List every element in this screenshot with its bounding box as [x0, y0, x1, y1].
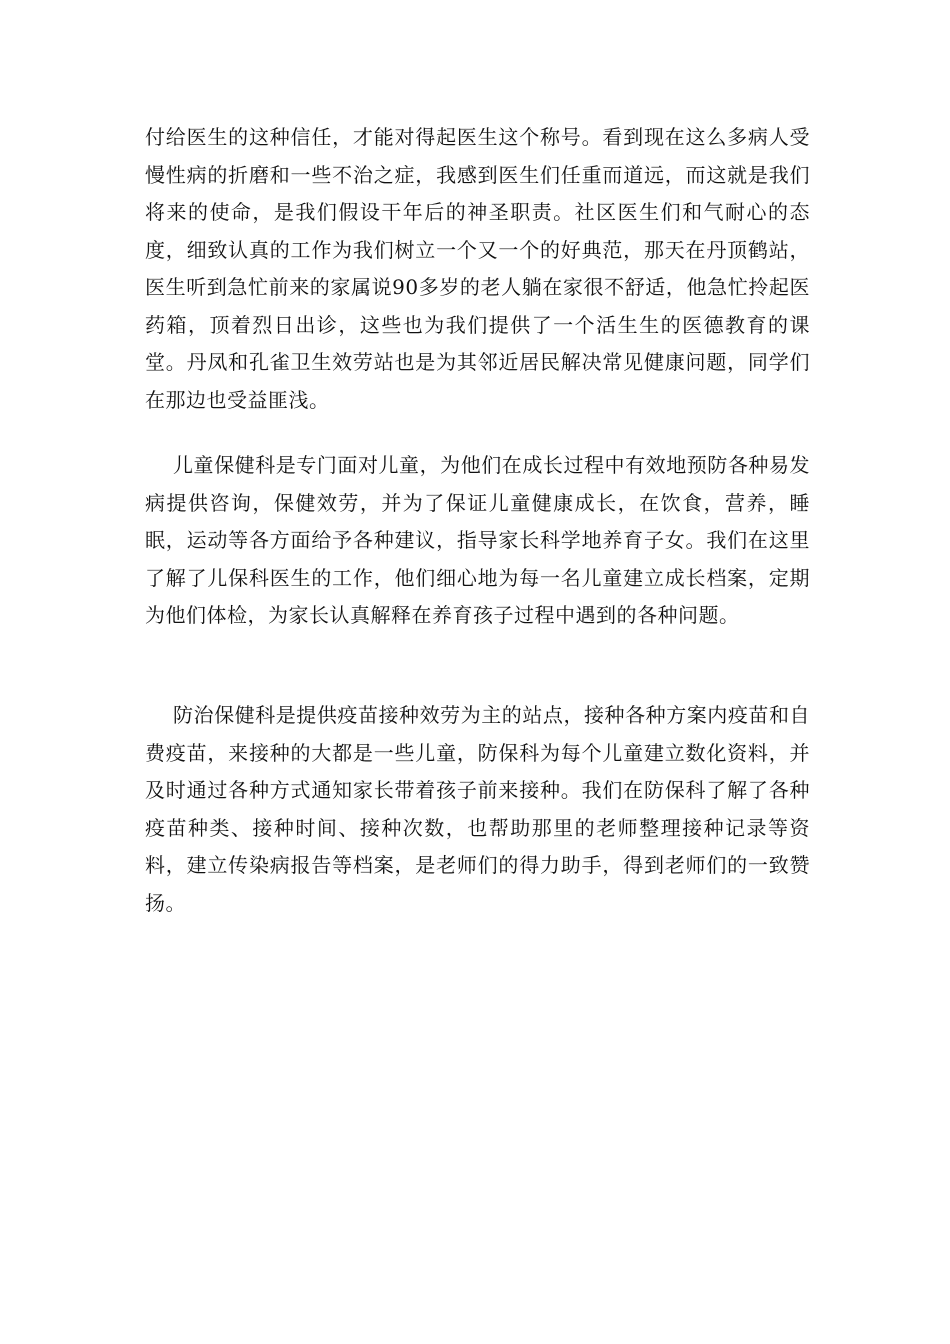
- paragraph-community-doctors: 付给医生的这种信任，才能对得起医生这个称号。看到现在这么多病人受慢性病的折磨和一些不治之症，我感到医生们任重而道远，而这就是我们将来的使命，是我们假设干年后的神圣职责。社区医生们和气耐心的态度，细致认真的工作为我们树立一个又一个的好典范，那天在丹顶鹤站，医生听到急忙前来的家属说90多岁的老人躺在家很不舒适，他急忙拎起医药箱，顶着烈日出诊，这些也为我们提供了一个活生生的医德教育的课堂。丹凤和孔雀卫生效劳站也是为其邻近居民解决常见健康问题，同学们在那边也受益匪浅。: [145, 125, 810, 412]
- paragraph-vaccination: 防治保健科是提供疫苗接种效劳为主的站点，接种各种方案内疫苗和自费疫苗，来接种的大都是一些儿童，防保科为每个儿童建立数化资料，并及时通过各种方式通知家长带着孩子前来接种。我们在防保科了解了各种疫苗种类、接种时间、接种次数，也帮助那里的老师整理接种记录等资料，建立传染病报告等档案，是老师们的得力助手，得到老师们的一致赞扬。: [145, 703, 810, 915]
- paragraph-child-healthcare: 儿童保健科是专门面对儿童，为他们在成长过程中有效地预防各种易发病提供咨询，保健效劳，并为了保证儿童健康成长，在饮食，营养，睡眠，运动等各方面给予各种建议，指导家长科学地养育子女。我们在这里了解了儿保科医生的工作，他们细心地为每一名儿童建立成长档案，定期为他们体检，为家长认真解释在养育孩子过程中遇到的各种问题。: [145, 453, 810, 627]
